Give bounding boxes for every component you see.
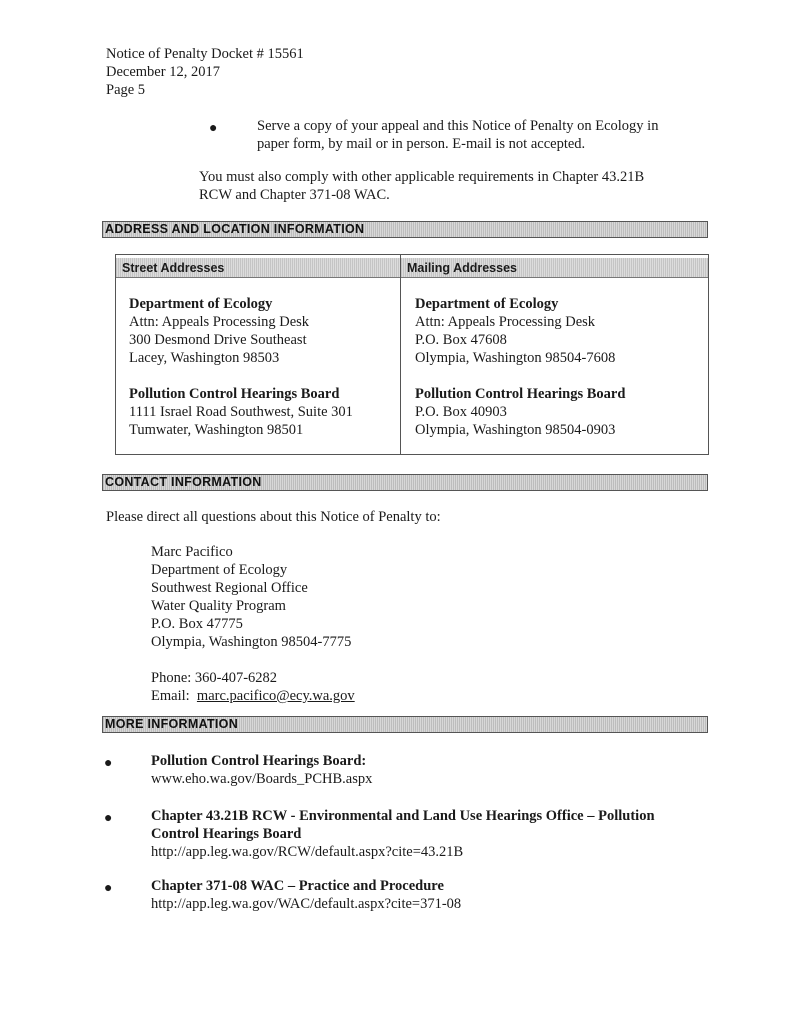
item-url[interactable]: www.eho.wa.gov/Boards_PCHB.aspx (151, 771, 373, 787)
mailing-pchb (415, 385, 625, 439)
item-title: Pollution Control Hearings Board: (151, 753, 367, 769)
serve-copy-instruction (257, 117, 658, 153)
item-title: Chapter 371-08 WAC – Practice and Procedure (151, 878, 444, 894)
contact-intro: Please direct all questions about this Notice of Penalty to: (106, 509, 441, 525)
page-header (106, 45, 304, 99)
email-link[interactable]: marc.pacifico@ecy.wa.gov (196, 688, 355, 704)
more-info-item (151, 752, 372, 788)
address-line: P.O. Box 47608 (415, 332, 507, 348)
address-line: 1111 Israel Road Southwest, Suite 301 (129, 404, 353, 420)
comply-paragraph (199, 168, 644, 204)
docket-number: Notice of Penalty Docket # 15561 (106, 46, 304, 62)
bullet-icon: ● (104, 881, 113, 896)
contact-block (151, 543, 355, 705)
bullet-icon: ● (209, 121, 218, 136)
address-line: P.O. Box 40903 (415, 404, 507, 420)
notice-date: December 12, 2017 (106, 64, 220, 80)
org-name: Department of Ecology (129, 296, 273, 312)
address-line: Attn: Appeals Processing Desk (415, 314, 596, 330)
address-section-header (102, 221, 708, 238)
more-info-item (151, 877, 461, 913)
page-number: Page 5 (106, 82, 146, 98)
street-addresses-column (116, 255, 401, 454)
more-info-section-title: MORE INFORMATION (105, 717, 239, 731)
contact-phone: Phone: 360-407-6282 (151, 670, 278, 686)
bullet-icon: ● (104, 756, 113, 771)
mailing-addresses-column (401, 255, 708, 454)
more-info-item (151, 807, 655, 861)
mailing-ecology (415, 295, 615, 367)
address-table (115, 254, 709, 455)
street-pchb (129, 385, 353, 439)
contact-line: Olympia, Washington 98504-7775 (151, 634, 352, 650)
address-line: Tumwater, Washington 98501 (129, 422, 304, 438)
org-name: Department of Ecology (415, 296, 559, 312)
item-url[interactable]: http://app.leg.wa.gov/RCW/default.aspx?cite=43.21B (151, 844, 464, 860)
email-label: Email: (151, 688, 197, 704)
contact-line: Southwest Regional Office (151, 580, 308, 596)
contact-section-title: CONTACT INFORMATION (105, 475, 262, 489)
contact-email-row (151, 687, 355, 705)
comply-line-1: You must also comply with other applicable requirements in Chapter 43.21B (199, 169, 645, 185)
address-line: 300 Desmond Drive Southeast (129, 332, 307, 348)
bullet-icon: ● (104, 811, 113, 826)
contact-line: Department of Ecology (151, 562, 288, 578)
street-addresses-header: Street Addresses (116, 258, 400, 278)
address-section-title: ADDRESS AND LOCATION INFORMATION (105, 222, 365, 236)
address-line: Olympia, Washington 98504-0903 (415, 422, 616, 438)
item-url[interactable]: http://app.leg.wa.gov/WAC/default.aspx?cite=371-08 (151, 896, 462, 912)
contact-line: P.O. Box 47775 (151, 616, 243, 632)
address-line: Lacey, Washington 98503 (129, 350, 280, 366)
contact-section-header (102, 474, 708, 491)
mailing-addresses-header: Mailing Addresses (401, 258, 708, 278)
street-ecology (129, 295, 309, 367)
serve-line-2: paper form, by mail or in person. E-mail is not accepted. (257, 136, 586, 152)
item-title: Chapter 43.21B RCW - Environmental and Land Use Hearings Office – Pollution (151, 808, 655, 824)
org-name: Pollution Control Hearings Board (129, 386, 340, 402)
serve-line-1: Serve a copy of your appeal and this Notice of Penalty on Ecology in (257, 118, 659, 134)
org-name: Pollution Control Hearings Board (415, 386, 626, 402)
contact-line: Water Quality Program (151, 598, 286, 614)
comply-line-2: RCW and Chapter 371-08 WAC. (199, 187, 390, 203)
contact-name: Marc Pacifico (151, 544, 233, 560)
more-info-section-header (102, 716, 708, 733)
address-line: Attn: Appeals Processing Desk (129, 314, 310, 330)
address-line: Olympia, Washington 98504-7608 (415, 350, 616, 366)
item-title-continued: Control Hearings Board (151, 826, 302, 842)
